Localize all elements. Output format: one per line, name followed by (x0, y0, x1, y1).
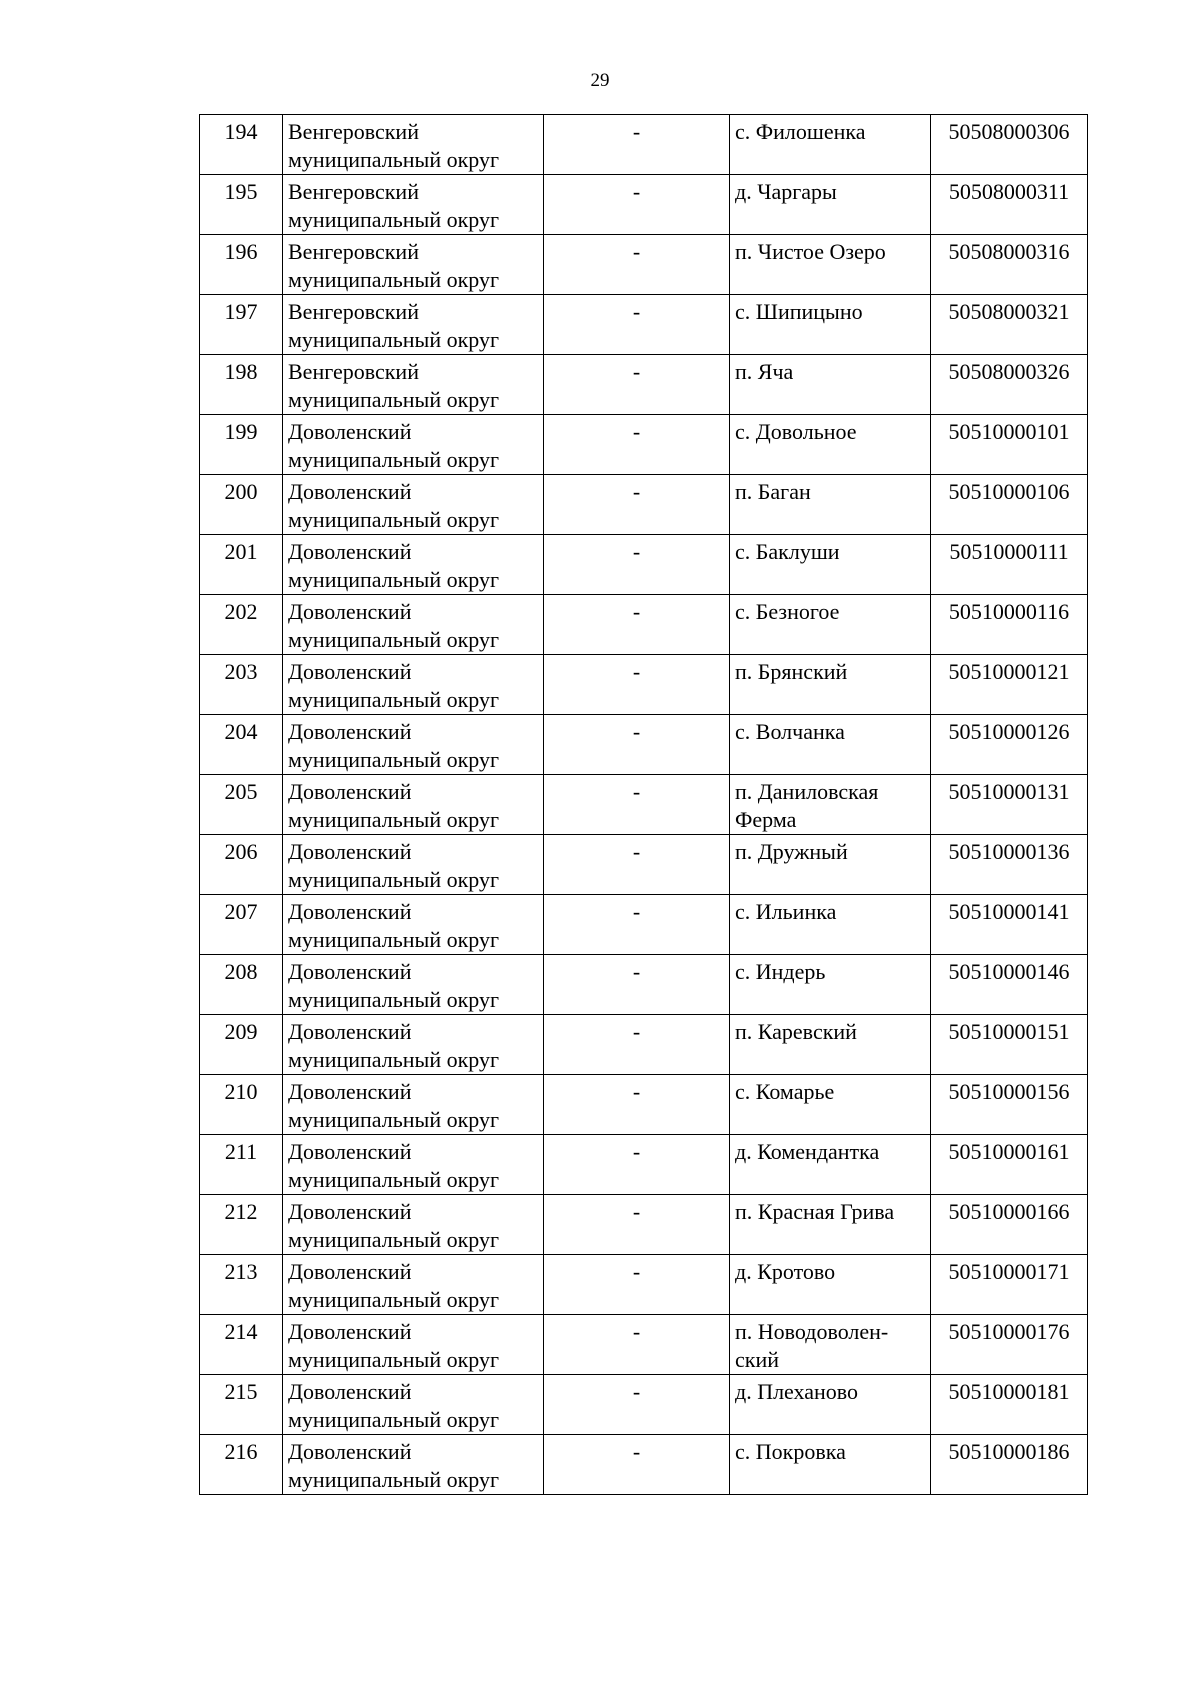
table-row (200, 475, 1088, 535)
municipal-district-cell: Доволенский муниципальный округ (283, 775, 544, 835)
table-row (200, 1195, 1088, 1255)
table-row (200, 175, 1088, 235)
oktmo-code-cell: 50508000306 (931, 115, 1088, 175)
settlement-cell: с. Безногое (730, 595, 931, 655)
dash-cell: - (544, 355, 730, 415)
row-number-cell: 199 (200, 415, 283, 475)
settlement-cell: с. Ильинка (730, 895, 931, 955)
dash-cell: - (544, 1015, 730, 1075)
table-row (200, 1315, 1088, 1375)
dash-cell: - (544, 775, 730, 835)
table-row (200, 355, 1088, 415)
municipal-district-cell: Венгеровский муниципальный округ (283, 355, 544, 415)
dash-cell: - (544, 535, 730, 595)
dash-cell: - (544, 1135, 730, 1195)
municipal-district-cell: Доволенский муниципальный округ (283, 895, 544, 955)
row-number-cell: 208 (200, 955, 283, 1015)
dash-cell: - (544, 115, 730, 175)
dash-cell: - (544, 655, 730, 715)
municipal-district-cell: Венгеровский муниципальный округ (283, 115, 544, 175)
row-number-cell: 214 (200, 1315, 283, 1375)
oktmo-code-cell: 50510000146 (931, 955, 1088, 1015)
dash-cell: - (544, 1375, 730, 1435)
dash-cell: - (544, 475, 730, 535)
municipal-district-cell: Доволенский муниципальный округ (283, 415, 544, 475)
settlement-cell: с. Индерь (730, 955, 931, 1015)
row-number-cell: 213 (200, 1255, 283, 1315)
row-number-cell: 201 (200, 535, 283, 595)
municipal-district-cell: Доволенский муниципальный округ (283, 535, 544, 595)
oktmo-code-cell: 50510000111 (931, 535, 1088, 595)
dash-cell: - (544, 1075, 730, 1135)
settlement-cell: с. Филошенка (730, 115, 931, 175)
settlement-cell: п. Каревский (730, 1015, 931, 1075)
dash-cell: - (544, 415, 730, 475)
dash-cell: - (544, 295, 730, 355)
oktmo-code-cell: 50510000121 (931, 655, 1088, 715)
settlement-cell: д. Плеханово (730, 1375, 931, 1435)
oktmo-code-cell: 50510000161 (931, 1135, 1088, 1195)
row-number-cell: 209 (200, 1015, 283, 1075)
municipal-district-cell: Доволенский муниципальный округ (283, 1135, 544, 1195)
dash-cell: - (544, 835, 730, 895)
row-number-cell: 202 (200, 595, 283, 655)
table-row (200, 715, 1088, 775)
oktmo-code-cell: 50510000116 (931, 595, 1088, 655)
row-number-cell: 205 (200, 775, 283, 835)
table-row (200, 1075, 1088, 1135)
oktmo-code-cell: 50510000106 (931, 475, 1088, 535)
dash-cell: - (544, 175, 730, 235)
table-row (200, 775, 1088, 835)
oktmo-code-cell: 50508000316 (931, 235, 1088, 295)
row-number-cell: 197 (200, 295, 283, 355)
municipal-district-cell: Доволенский муниципальный округ (283, 1015, 544, 1075)
table-row (200, 115, 1088, 175)
settlement-cell: с. Довольное (730, 415, 931, 475)
row-number-cell: 203 (200, 655, 283, 715)
oktmo-code-cell: 50510000136 (931, 835, 1088, 895)
oktmo-code-cell: 50510000141 (931, 895, 1088, 955)
row-number-cell: 204 (200, 715, 283, 775)
table-row (200, 1135, 1088, 1195)
row-number-cell: 210 (200, 1075, 283, 1135)
row-number-cell: 206 (200, 835, 283, 895)
table-row (200, 655, 1088, 715)
municipal-district-cell: Доволенский муниципальный округ (283, 835, 544, 895)
oktmo-code-cell: 50510000151 (931, 1015, 1088, 1075)
municipal-district-cell: Доволенский муниципальный округ (283, 1375, 544, 1435)
dash-cell: - (544, 1195, 730, 1255)
row-number-cell: 215 (200, 1375, 283, 1435)
municipal-district-cell: Доволенский муниципальный округ (283, 955, 544, 1015)
settlement-cell: п. Чистое Озеро (730, 235, 931, 295)
municipal-district-cell: Доволенский муниципальный округ (283, 1255, 544, 1315)
settlement-cell: п. Брянский (730, 655, 931, 715)
table-row (200, 835, 1088, 895)
dash-cell: - (544, 955, 730, 1015)
oktmo-code-cell: 50510000176 (931, 1315, 1088, 1375)
municipal-district-cell: Доволенский муниципальный округ (283, 595, 544, 655)
municipal-district-cell: Доволенский муниципальный округ (283, 1315, 544, 1375)
table-row (200, 295, 1088, 355)
oktmo-code-cell: 50508000311 (931, 175, 1088, 235)
oktmo-code-cell: 50510000156 (931, 1075, 1088, 1135)
row-number-cell: 207 (200, 895, 283, 955)
municipal-district-cell: Доволенский муниципальный округ (283, 655, 544, 715)
settlement-cell: п. Баган (730, 475, 931, 535)
oktmo-code-cell: 50510000166 (931, 1195, 1088, 1255)
settlement-cell: п. Дружный (730, 835, 931, 895)
settlement-cell: д. Чаргары (730, 175, 931, 235)
municipal-district-cell: Доволенский муниципальный округ (283, 1075, 544, 1135)
row-number-cell: 194 (200, 115, 283, 175)
page-number: 29 (590, 70, 610, 91)
dash-cell: - (544, 715, 730, 775)
municipal-district-cell: Доволенский муниципальный округ (283, 475, 544, 535)
municipal-district-cell: Доволенский муниципальный округ (283, 715, 544, 775)
settlement-cell: с. Покровка (730, 1435, 931, 1495)
row-number-cell: 212 (200, 1195, 283, 1255)
municipal-district-cell: Доволенский муниципальный округ (283, 1195, 544, 1255)
row-number-cell: 211 (200, 1135, 283, 1195)
dash-cell: - (544, 895, 730, 955)
row-number-cell: 216 (200, 1435, 283, 1495)
settlement-cell: д. Кротово (730, 1255, 931, 1315)
row-number-cell: 200 (200, 475, 283, 535)
table-row (200, 415, 1088, 475)
dash-cell: - (544, 595, 730, 655)
settlement-cell: п. Красная Грива (730, 1195, 931, 1255)
dash-cell: - (544, 1315, 730, 1375)
settlement-cell: с. Шипицыно (730, 295, 931, 355)
table-row (200, 595, 1088, 655)
municipal-district-cell: Венгеровский муниципальный округ (283, 235, 544, 295)
municipal-district-cell: Доволенский муниципальный округ (283, 1435, 544, 1495)
settlements-table (199, 114, 1088, 1495)
oktmo-code-cell: 50510000181 (931, 1375, 1088, 1435)
table-row (200, 1015, 1088, 1075)
settlement-cell: п. Даниловская Ферма (730, 775, 931, 835)
dash-cell: - (544, 1255, 730, 1315)
dash-cell: - (544, 235, 730, 295)
oktmo-code-cell: 50508000321 (931, 295, 1088, 355)
municipal-district-cell: Венгеровский муниципальный округ (283, 295, 544, 355)
dash-cell: - (544, 1435, 730, 1495)
settlement-cell: п. Яча (730, 355, 931, 415)
settlement-cell: с. Баклуши (730, 535, 931, 595)
oktmo-code-cell: 50510000131 (931, 775, 1088, 835)
oktmo-code-cell: 50510000171 (931, 1255, 1088, 1315)
oktmo-code-cell: 50510000186 (931, 1435, 1088, 1495)
oktmo-code-cell: 50510000101 (931, 415, 1088, 475)
table-row (200, 1255, 1088, 1315)
row-number-cell: 195 (200, 175, 283, 235)
table-row (200, 955, 1088, 1015)
row-number-cell: 198 (200, 355, 283, 415)
settlement-cell: д. Комендантка (730, 1135, 931, 1195)
table-body (200, 115, 1088, 1495)
table-row (200, 1435, 1088, 1495)
table-row (200, 1375, 1088, 1435)
row-number-cell: 196 (200, 235, 283, 295)
table-row (200, 235, 1088, 295)
settlement-cell: с. Волчанка (730, 715, 931, 775)
table-row (200, 535, 1088, 595)
settlement-cell: п. Новодоволен-ский (730, 1315, 931, 1375)
settlement-cell: с. Комарье (730, 1075, 931, 1135)
oktmo-code-cell: 50508000326 (931, 355, 1088, 415)
oktmo-code-cell: 50510000126 (931, 715, 1088, 775)
table-row (200, 895, 1088, 955)
municipal-district-cell: Венгеровский муниципальный округ (283, 175, 544, 235)
